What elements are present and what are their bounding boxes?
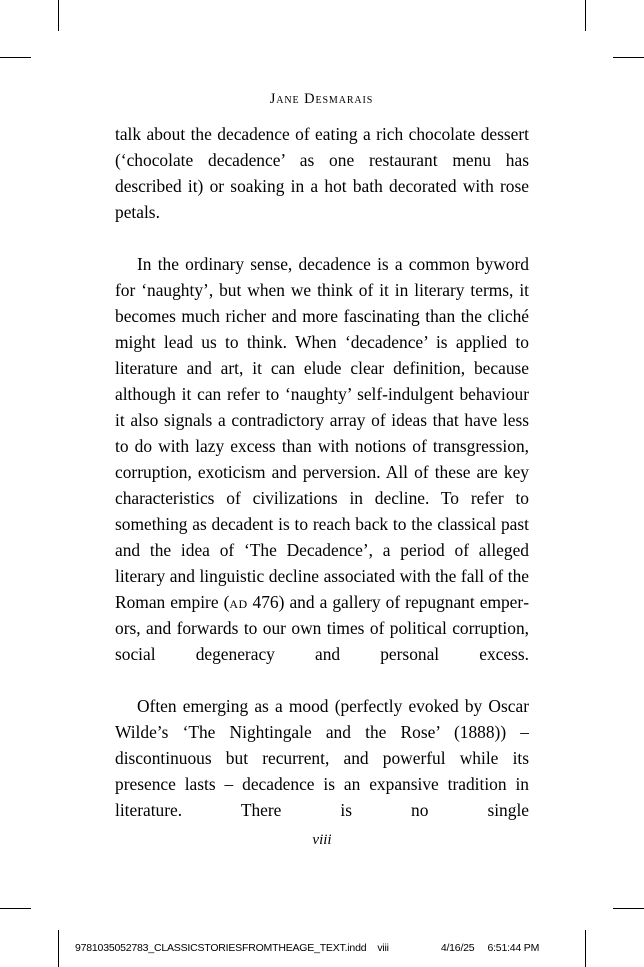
folio-page-number: viii	[312, 832, 332, 848]
crop-mark-top-right-horizontal	[613, 57, 644, 58]
crop-mark-bottom-right-horizontal	[613, 908, 644, 909]
paragraph-2	[115, 251, 529, 693]
slug-page-label: viii	[377, 942, 389, 954]
paragraph-2-part-1: In the ordinary sense, decadence is a common byword for ‘naughty’, but when we think of it in literary terms, it becomes much richer and more fascinating than the cliché might lead us to think. When ‘decadence’ is applied to literature and art, it can elude clear definition, because although it can refer to ‘naughty’ self-indulgent behaviour it also signals a contradictory array of ideas that have less to do with lazy excess than with notions of transgression, corruption, exoticism and perversion. All of these are key characteristics of civilizations in decline. To refer to something as decadent is to reach back to the classical past and the idea of ‘The Decadence’, a period of alleged literary and linguistic decline associated with the fall of the Roman empire (	[115, 254, 529, 612]
slug-date: 4/16/25	[440, 942, 475, 954]
printer-slug-footer	[75, 942, 539, 954]
body-text-block	[115, 121, 529, 849]
crop-mark-bottom-left-horizontal	[0, 908, 31, 909]
crop-mark-top-right-vertical	[585, 0, 586, 31]
crop-mark-top-left-vertical	[58, 0, 59, 31]
running-head: Jane Desmarais	[269, 91, 374, 107]
small-caps-ad: ad	[229, 592, 248, 612]
slug-filename: 9781035052783_CLASSICSTORIESFROMTHEAGE_TEXT.indd	[75, 942, 367, 954]
paragraph-2-part-2: 476) and a gallery of repugnant emperors, and forwards to our own times of political corruption, social degeneracy and personal excess.	[115, 592, 529, 664]
trim-line-left	[58, 930, 59, 967]
paragraph-3: Often emerging as a mood (perfectly evoked by Oscar Wilde’s ‘The Nightingale and the Rose’ (1888)) – discontinuous but recurrent, and powerful while its presence lasts – decadence is an expansive tradition in literature. There is no single	[115, 696, 529, 820]
trim-line-right	[585, 930, 586, 967]
slug-time: 6:51:44 PM	[487, 942, 540, 954]
crop-mark-top-left-horizontal	[0, 57, 31, 58]
paragraph-1: talk about the decadence of eating a rich chocolate dessert (‘chocolate decadence’ as one restaurant menu has described it) or soaking in a hot bath decorated with rose petals.	[115, 124, 529, 222]
